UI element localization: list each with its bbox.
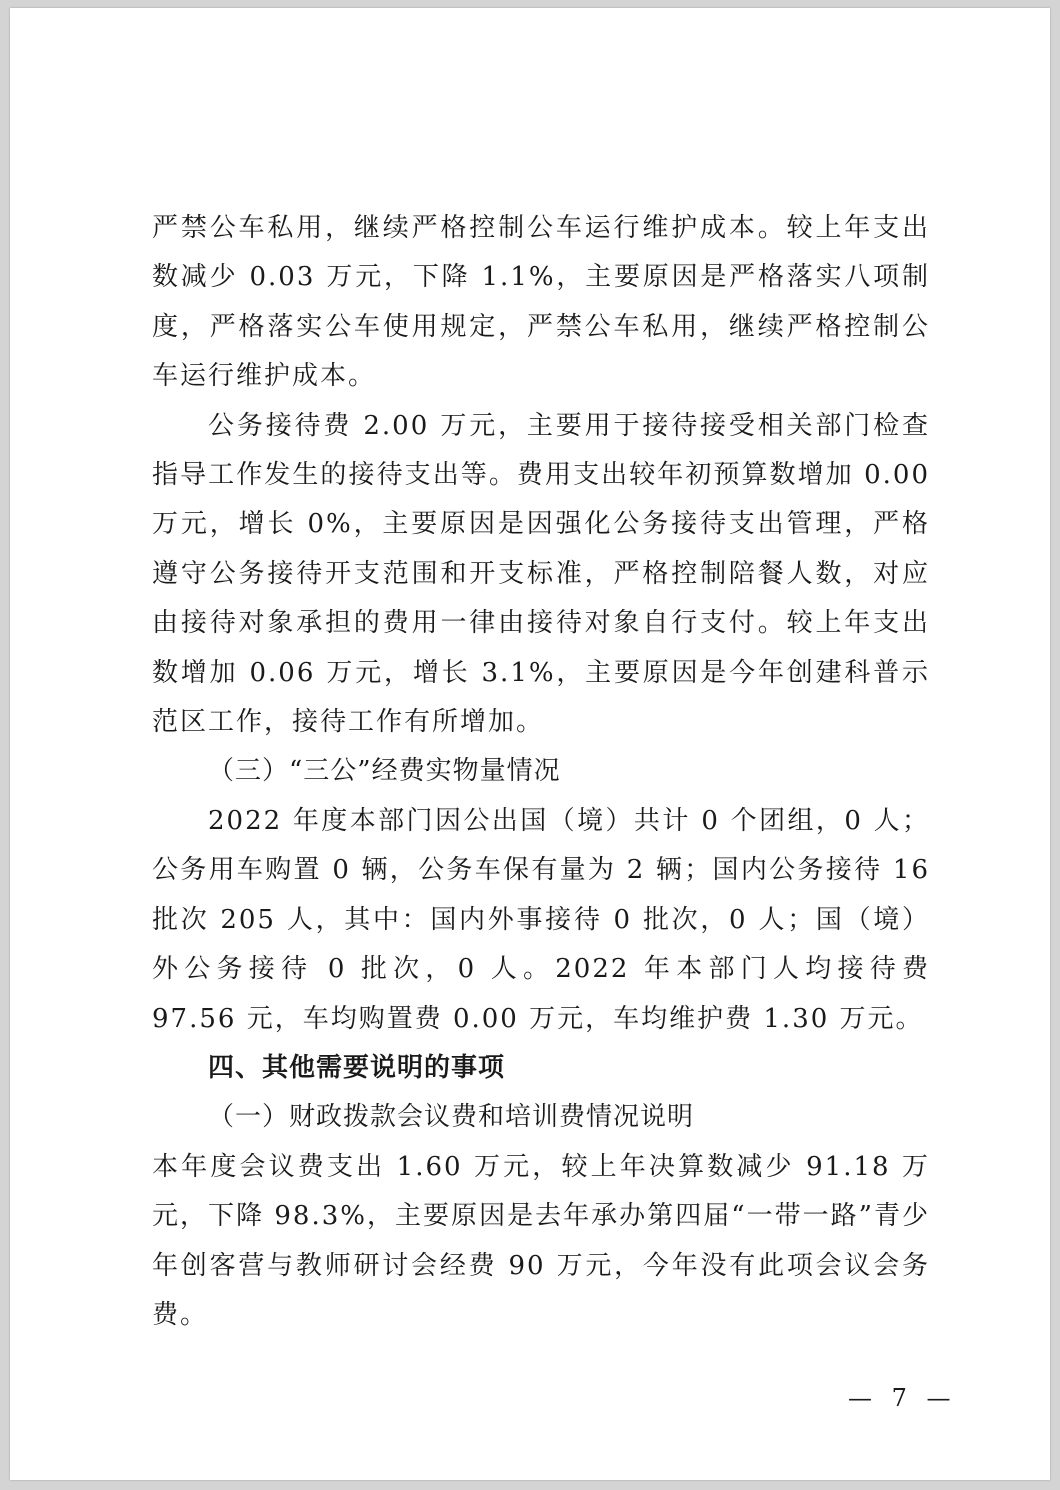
page-content (152, 204, 930, 1340)
page-number: — 7 — (848, 1384, 957, 1412)
section-heading-physical-quantities: （三）“三公”经费实物量情况 (208, 756, 561, 787)
paragraph-reception-expenses: 公务接待费 2.00 万元，主要用于接待接受相关部门检查指导工作发生的接待支出等。费用支出较年初预算数增加 0.00 万元，增长 0%，主要原因是因强化公务接待支出管理，严格遵守公务接待开支范围和开支标准，严格控制陪餐人数，对应由接待对象承担的费用一律由接待对象自行支付。较上年支出数增加 0.06 万元，增长 3.1%，主要原因是今年创建科普示范区工作，接待工作有所增加。 (152, 410, 930, 738)
section-heading-other-matters: 四、其他需要说明的事项 (208, 1052, 506, 1083)
paragraph-vehicle-maintenance-continued: 严禁公车私用，继续严格控制公车运行维护成本。较上年支出数减少 0.03 万元，下降 1.1%，主要原因是严格落实八项制度，严格落实公车使用规定，严禁公车私用，继续严格控制公车运行维护成本。 (152, 213, 930, 392)
document-page (10, 8, 1050, 1480)
paragraph-physical-quantities: 2022 年度本部门因公出国（境）共计 0 个团组，0 人；公务用车购置 0 辆，公务车保有量为 2 辆；国内公务接待 16 批次 205 人，其中：国内外事接待 0 批次，0 人；国（境）外公务接待 0 批次，0 人。2022 年本部门人均接待费 97.56 元，车均购置费 0.00 万元，车均维护费 1.30 万元。 (152, 805, 930, 1034)
section-heading-meeting-training-fees: （一）财政拨款会议费和培训费情况说明 (208, 1102, 695, 1133)
paragraph-meeting-fees: 本年度会议费支出 1.60 万元，较上年决算数减少 91.18 万元，下降 98.3%，主要原因是去年承办第四届“一带一路”青少年创客营与教师研讨会经费 90 万元，今年没有此项会议会务费。 (152, 1151, 930, 1330)
